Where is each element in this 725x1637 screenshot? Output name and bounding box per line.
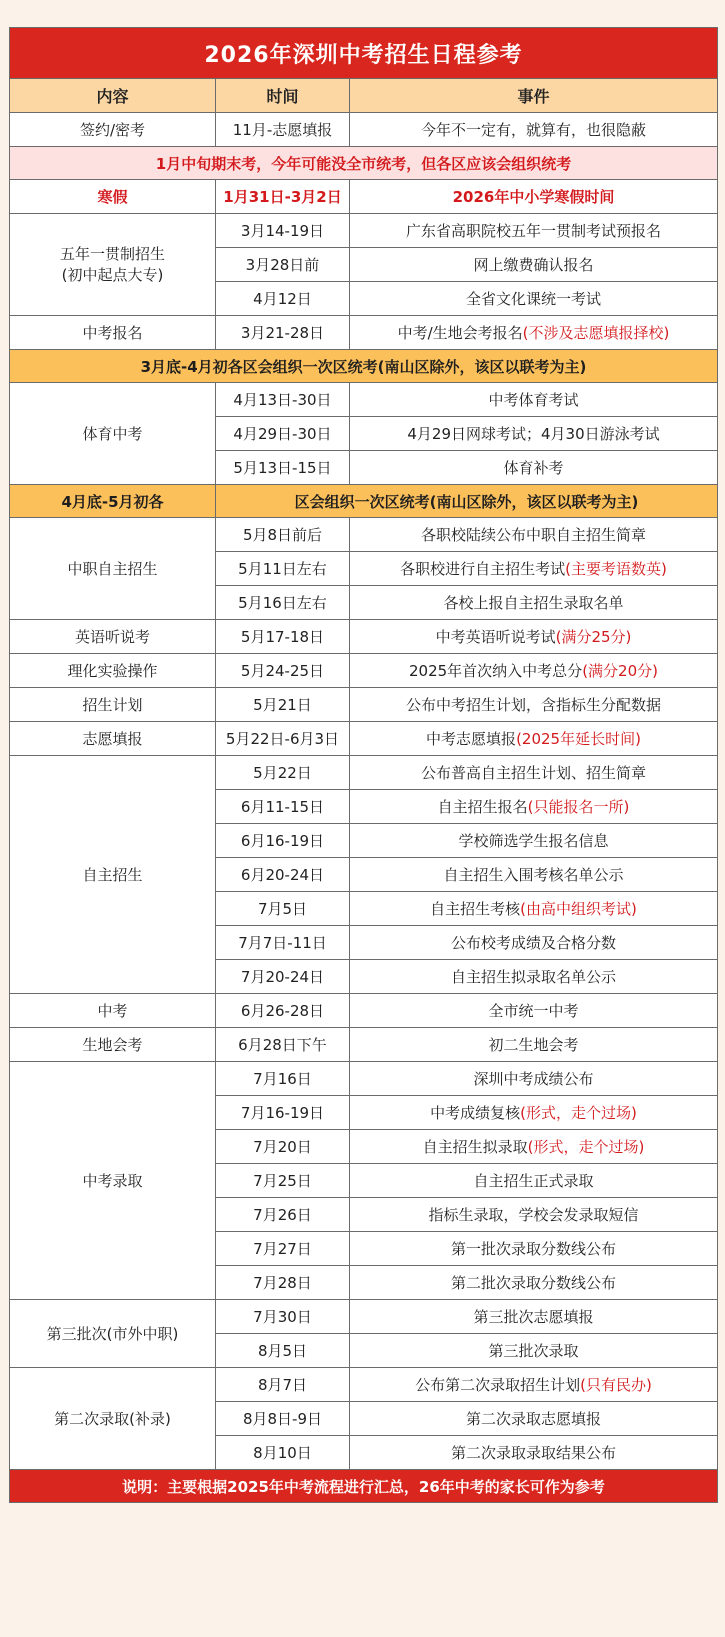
time-cell: 5月8日前后 bbox=[216, 518, 350, 552]
table-row bbox=[10, 113, 718, 147]
content-line: (初中起点大专) bbox=[61, 265, 164, 284]
content-cell: 中职自主招生 bbox=[10, 518, 216, 620]
schedule-sheet bbox=[9, 27, 717, 1503]
time-cell: 1月31日-3月2日 bbox=[216, 180, 350, 214]
title-row bbox=[10, 28, 718, 79]
content-cell: 英语听说考 bbox=[10, 620, 216, 654]
event-cell bbox=[350, 824, 718, 858]
event-cell bbox=[350, 790, 718, 824]
event-cell: 广东省高职院校五年一贯制考试预报名 bbox=[350, 214, 718, 248]
event-cell: 第三批次录取 bbox=[350, 1334, 718, 1368]
content-cell: 招生计划 bbox=[10, 688, 216, 722]
content-cell: 寒假 bbox=[10, 180, 216, 214]
banner-row bbox=[10, 350, 718, 383]
event-text: 自主招生报名 bbox=[437, 798, 528, 816]
content-cell bbox=[10, 214, 216, 316]
event-note: (2025年延长时间) bbox=[516, 730, 641, 748]
time-cell: 3月28日前 bbox=[216, 248, 350, 282]
event-note: (只有民办) bbox=[580, 1376, 652, 1394]
table-row bbox=[10, 756, 718, 790]
event-cell bbox=[350, 1402, 718, 1436]
event-cell bbox=[350, 1266, 718, 1300]
event-text: 深圳中考成绩公布 bbox=[473, 1070, 594, 1088]
table-row bbox=[10, 1300, 718, 1334]
event-note: (不涉及志愿填报择校) bbox=[522, 324, 670, 342]
table-row bbox=[10, 518, 718, 552]
footer-row bbox=[10, 1470, 718, 1503]
event-text: 第二次录取录取结果公布 bbox=[450, 1444, 616, 1462]
event-text: 第一批次录取分数线公布 bbox=[450, 1240, 616, 1258]
event-cell bbox=[350, 316, 718, 350]
time-cell: 11月-志愿填报 bbox=[216, 113, 350, 147]
content-line: 五年一贯制招生 bbox=[59, 244, 165, 263]
event-text: 2025年首次纳入中考总分 bbox=[409, 662, 583, 680]
time-cell: 7月28日 bbox=[216, 1266, 350, 1300]
event-text: 中考/生地会考报名 bbox=[397, 324, 523, 342]
event-text: 中考成绩复核 bbox=[430, 1104, 521, 1122]
time-cell: 7月30日 bbox=[216, 1300, 350, 1334]
table-row bbox=[10, 383, 718, 417]
table-row bbox=[10, 620, 718, 654]
event-cell bbox=[350, 518, 718, 552]
time-cell: 7月26日 bbox=[216, 1198, 350, 1232]
event-cell: 网上缴费确认报名 bbox=[350, 248, 718, 282]
content-cell: 签约/密考 bbox=[10, 113, 216, 147]
event-text: 自主招生拟录取 bbox=[422, 1138, 528, 1156]
header-time: 时间 bbox=[216, 79, 350, 113]
table-row bbox=[10, 688, 718, 722]
event-note: (主要考语数英) bbox=[565, 560, 667, 578]
table-row bbox=[10, 214, 718, 248]
page-title: 2026年深圳中考招生日程参考 bbox=[10, 28, 718, 79]
event-text: 中考志愿填报 bbox=[426, 730, 517, 748]
time-cell: 7月25日 bbox=[216, 1164, 350, 1198]
event-cell bbox=[350, 1436, 718, 1470]
time-cell: 5月22日-6月3日 bbox=[216, 722, 350, 756]
content-cell: 体育中考 bbox=[10, 383, 216, 485]
event-cell: 2026年中小学寒假时间 bbox=[350, 180, 718, 214]
time-cell: 5月22日 bbox=[216, 756, 350, 790]
content-cell: 理化实验操作 bbox=[10, 654, 216, 688]
event-text: 公布普高自主招生计划、招生简章 bbox=[420, 764, 646, 782]
event-text: 公布中考招生计划，含指标生分配数据 bbox=[405, 696, 661, 714]
content-cell: 志愿填报 bbox=[10, 722, 216, 756]
time-cell: 7月16日 bbox=[216, 1062, 350, 1096]
event-cell bbox=[350, 1164, 718, 1198]
event-text: 自主招生考核 bbox=[430, 900, 521, 918]
event-cell: 全市统一中考 bbox=[350, 994, 718, 1028]
table-row bbox=[10, 1028, 718, 1062]
content-cell: 生地会考 bbox=[10, 1028, 216, 1062]
event-text: 指标生录取，学校会发录取短信 bbox=[428, 1206, 639, 1224]
time-cell: 5月17-18日 bbox=[216, 620, 350, 654]
content-cell: 自主招生 bbox=[10, 756, 216, 994]
banner-text-left: 4月底-5月初各 bbox=[10, 485, 216, 518]
header-event: 事件 bbox=[350, 79, 718, 113]
event-cell bbox=[350, 722, 718, 756]
event-text: 第二次录取志愿填报 bbox=[465, 1410, 601, 1428]
table-row bbox=[10, 654, 718, 688]
time-cell: 3月14-19日 bbox=[216, 214, 350, 248]
time-cell: 6月16-19日 bbox=[216, 824, 350, 858]
table-row bbox=[10, 1368, 718, 1402]
event-text: 公布第二次录取招生计划 bbox=[415, 1376, 581, 1394]
event-text: 自主招生拟录取名单公示 bbox=[450, 968, 616, 986]
table-row bbox=[10, 316, 718, 350]
table-row bbox=[10, 994, 718, 1028]
time-cell: 8月8日-9日 bbox=[216, 1402, 350, 1436]
event-cell bbox=[350, 960, 718, 994]
event-cell bbox=[350, 654, 718, 688]
event-text: 各职校进行自主招生考试 bbox=[400, 560, 566, 578]
event-cell: 体育补考 bbox=[350, 451, 718, 485]
time-cell: 4月29日-30日 bbox=[216, 417, 350, 451]
time-cell: 4月13日-30日 bbox=[216, 383, 350, 417]
event-cell: 全省文化课统一考试 bbox=[350, 282, 718, 316]
event-note: (只能报名一所) bbox=[527, 798, 630, 816]
event-text: 学校筛选学生报名信息 bbox=[458, 832, 609, 850]
event-text: 自主招生正式录取 bbox=[473, 1172, 594, 1190]
time-cell: 5月11日左右 bbox=[216, 552, 350, 586]
event-cell: 今年不一定有，就算有，也很隐蔽 bbox=[350, 113, 718, 147]
banner-text: 1月中旬期末考，今年可能没全市统考，但各区应该会组织统考 bbox=[10, 147, 718, 180]
event-cell bbox=[350, 1130, 718, 1164]
event-text: 中考英语听说考试 bbox=[435, 628, 556, 646]
content-cell: 第二次录取(补录) bbox=[10, 1368, 216, 1470]
banner-row bbox=[10, 485, 718, 518]
time-cell: 8月10日 bbox=[216, 1436, 350, 1470]
event-cell bbox=[350, 688, 718, 722]
content-cell: 中考 bbox=[10, 994, 216, 1028]
time-cell: 5月24-25日 bbox=[216, 654, 350, 688]
time-cell: 7月16-19日 bbox=[216, 1096, 350, 1130]
time-cell: 7月27日 bbox=[216, 1232, 350, 1266]
header-content: 内容 bbox=[10, 79, 216, 113]
event-cell bbox=[350, 1198, 718, 1232]
event-cell: 初二生地会考 bbox=[350, 1028, 718, 1062]
event-cell bbox=[350, 858, 718, 892]
event-cell bbox=[350, 620, 718, 654]
event-note: (形式，走个过场) bbox=[527, 1138, 645, 1156]
time-cell: 6月26-28日 bbox=[216, 994, 350, 1028]
event-text: 各校上报自主招生录取名单 bbox=[443, 594, 624, 612]
time-cell: 7月20-24日 bbox=[216, 960, 350, 994]
table-row bbox=[10, 1062, 718, 1096]
event-text: 各职校陆续公布中职自主招生简章 bbox=[420, 526, 646, 544]
time-cell: 5月13日-15日 bbox=[216, 451, 350, 485]
content-cell: 中考报名 bbox=[10, 316, 216, 350]
event-text: 公布校考成绩及合格分数 bbox=[450, 934, 616, 952]
time-cell: 3月21-28日 bbox=[216, 316, 350, 350]
time-cell: 7月7日-11日 bbox=[216, 926, 350, 960]
banner-text: 3月底-4月初各区会组织一次区统考(南山区除外，该区以联考为主) bbox=[10, 350, 718, 383]
table-row bbox=[10, 722, 718, 756]
event-note: (形式，走个过场) bbox=[520, 1104, 637, 1122]
event-cell bbox=[350, 1368, 718, 1402]
event-cell bbox=[350, 756, 718, 790]
time-cell: 6月20-24日 bbox=[216, 858, 350, 892]
banner-row bbox=[10, 147, 718, 180]
table-row bbox=[10, 180, 718, 214]
header-row bbox=[10, 79, 718, 113]
event-cell: 中考体育考试 bbox=[350, 383, 718, 417]
event-cell bbox=[350, 1096, 718, 1130]
content-cell: 第三批次(市外中职) bbox=[10, 1300, 216, 1368]
event-cell: 第三批次志愿填报 bbox=[350, 1300, 718, 1334]
event-note: (满分25分) bbox=[555, 628, 632, 646]
time-cell: 7月5日 bbox=[216, 892, 350, 926]
time-cell: 5月16日左右 bbox=[216, 586, 350, 620]
time-cell: 7月20日 bbox=[216, 1130, 350, 1164]
event-cell bbox=[350, 586, 718, 620]
event-cell: 4月29日网球考试；4月30日游泳考试 bbox=[350, 417, 718, 451]
event-text: 第二批次录取分数线公布 bbox=[450, 1274, 616, 1292]
banner-text-right: 区会组织一次区统考(南山区除外，该区以联考为主) bbox=[216, 485, 718, 518]
footer-note: 说明：主要根据2025年中考流程进行汇总，26年中考的家长可作为参考 bbox=[10, 1470, 718, 1503]
event-note: (满分20分) bbox=[582, 662, 658, 680]
time-cell: 4月12日 bbox=[216, 282, 350, 316]
event-cell bbox=[350, 926, 718, 960]
event-text: 自主招生入围考核名单公示 bbox=[443, 866, 624, 884]
time-cell: 8月7日 bbox=[216, 1368, 350, 1402]
event-cell bbox=[350, 1232, 718, 1266]
schedule-table bbox=[9, 27, 718, 1503]
event-note: (由高中组织考试) bbox=[520, 900, 637, 918]
content-cell: 中考录取 bbox=[10, 1062, 216, 1300]
event-cell bbox=[350, 552, 718, 586]
time-cell: 6月28日下午 bbox=[216, 1028, 350, 1062]
event-cell bbox=[350, 1062, 718, 1096]
time-cell: 6月11-15日 bbox=[216, 790, 350, 824]
time-cell: 5月21日 bbox=[216, 688, 350, 722]
event-cell bbox=[350, 892, 718, 926]
time-cell: 8月5日 bbox=[216, 1334, 350, 1368]
